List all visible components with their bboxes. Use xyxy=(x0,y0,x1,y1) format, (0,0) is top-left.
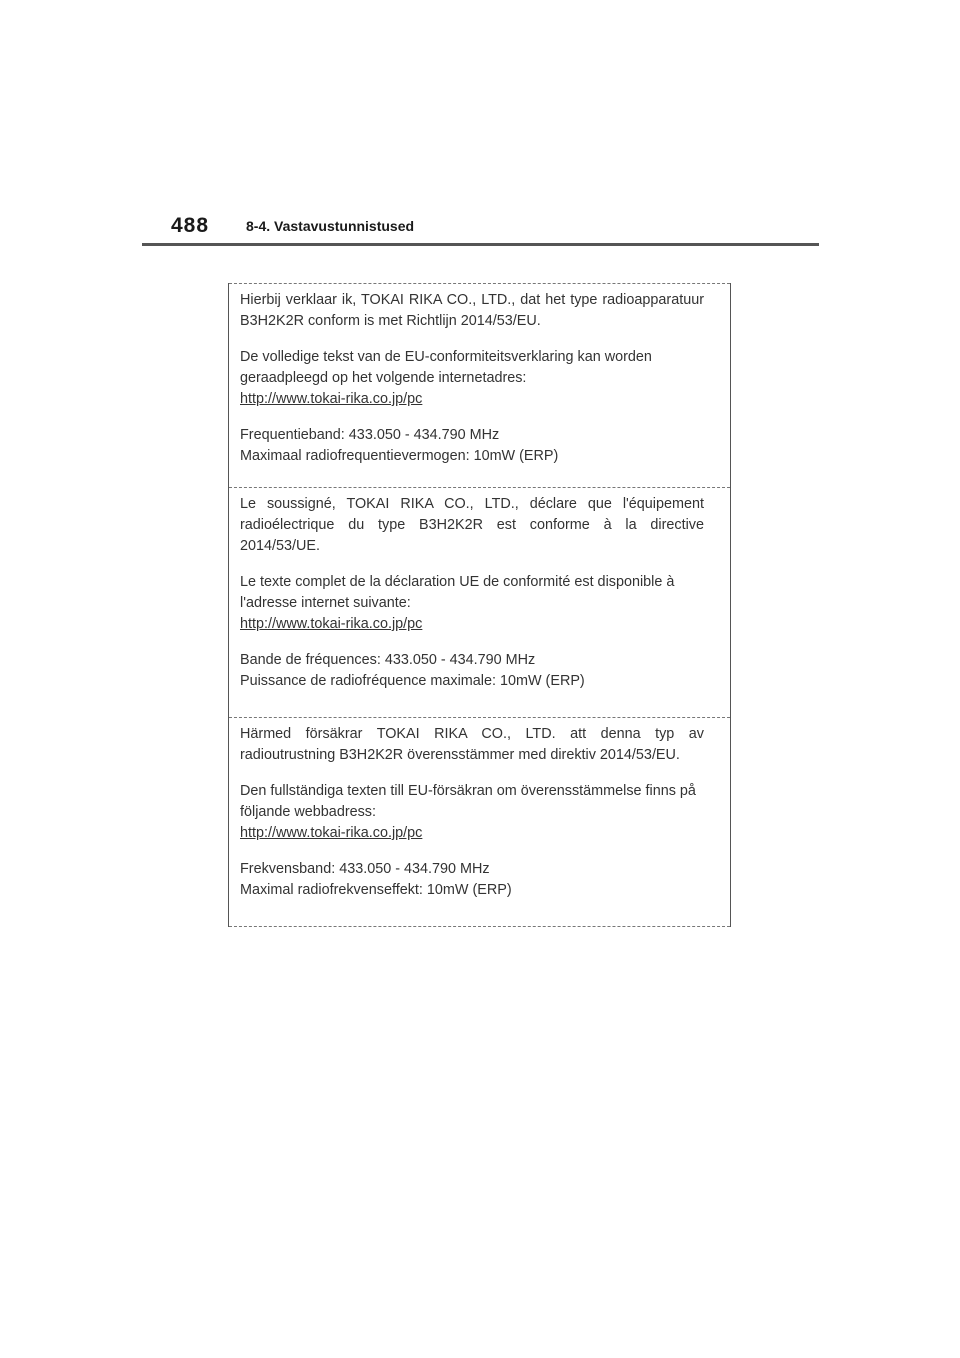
fulltext-notice xyxy=(240,347,704,410)
declaration-url-link[interactable]: http://www.tokai-rika.co.jp/pc xyxy=(240,391,423,407)
frequency-info xyxy=(240,650,704,692)
declaration-text: Hierbij verklaar ik, TOKAI RIKA CO., LTD., dat het type radioapparatuur B3H2K2R conform is met Richtlijn 2014/53/EU. xyxy=(240,292,704,329)
fulltext-text: Le texte complet de la déclaration UE de conformité est disponible à l'adresse internet suivante: xyxy=(240,574,675,611)
fulltext-notice xyxy=(240,781,704,844)
declaration-url-link[interactable]: http://www.tokai-rika.co.jp/pc xyxy=(240,825,423,841)
frequency-info xyxy=(240,859,704,901)
fulltext-notice xyxy=(240,572,704,635)
declaration-block-french xyxy=(229,487,730,717)
frequency-band: Frekvensband: 433.050 - 434.790 MHz xyxy=(240,861,490,877)
fulltext-text: De volledige tekst van de EU-conformiteitsverklaring kan worden geraadpleegd op het volgende internetadres: xyxy=(240,349,652,386)
declaration-block-swedish xyxy=(229,717,730,927)
frequency-band: Frequentieband: 433.050 - 434.790 MHz xyxy=(240,427,500,443)
max-power: Puissance de radiofréquence maximale: 10mW (ERP) xyxy=(240,673,585,689)
declaration-text: Härmed försäkrar TOKAI RIKA CO., LTD. att denna typ av radioutrustning B3H2K2R överensstämmer med direktiv 2014/53/EU. xyxy=(240,726,704,763)
page-number: 488 xyxy=(171,214,210,237)
declaration-url-link[interactable]: http://www.tokai-rika.co.jp/pc xyxy=(240,616,423,632)
section-title: 8-4. Vastavustunnistused xyxy=(246,218,415,234)
declaration-frame xyxy=(228,283,731,927)
header-rule xyxy=(142,243,819,246)
frequency-info xyxy=(240,425,704,467)
frequency-band: Bande de fréquences: 433.050 - 434.790 MHz xyxy=(240,652,536,668)
max-power: Maximaal radiofrequentievermogen: 10mW (ERP) xyxy=(240,448,559,464)
declaration-text: Le soussigné, TOKAI RIKA CO., LTD., déclare que l'équipement radioélectrique du type B3H2K2R est conforme à la directive 2014/53/UE. xyxy=(240,496,704,554)
declaration-block-dutch xyxy=(229,283,730,487)
max-power: Maximal radiofrekvenseffekt: 10mW (ERP) xyxy=(240,882,512,898)
fulltext-text: Den fullständiga texten till EU-försäkran om överensstämmelse finns på följande webbadress: xyxy=(240,783,696,820)
